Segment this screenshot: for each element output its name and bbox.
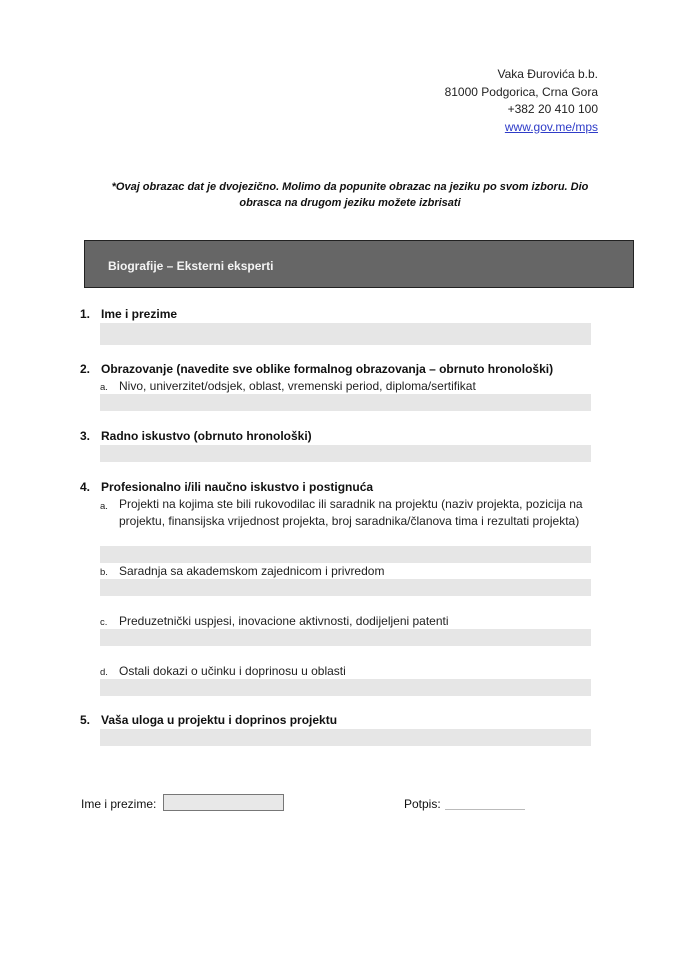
- section-title: Profesionalno i/ili naučno iskustvo i postignuća: [101, 480, 374, 494]
- section-number: 2.: [80, 362, 91, 376]
- field-preduzetnicki-uspjesi[interactable]: [100, 629, 591, 646]
- section-number: 3.: [80, 429, 91, 443]
- section-number: 5.: [80, 713, 91, 727]
- section-4c-label: [100, 613, 595, 630]
- section-2a-label: [100, 378, 595, 395]
- section-number: 4.: [80, 480, 91, 494]
- field-obrazovanje[interactable]: [100, 394, 591, 411]
- signature-label: Potpis:: [404, 797, 441, 811]
- section-3-heading: [80, 429, 312, 443]
- section-4b-label: [100, 563, 595, 580]
- section-number: 1.: [80, 307, 91, 321]
- section-2-heading: [80, 362, 553, 376]
- field-ime-prezime[interactable]: [100, 323, 591, 345]
- section-5-heading: [80, 713, 337, 727]
- form-title: Biografije – Eksterni eksperti: [108, 259, 274, 273]
- address-city: 81000 Podgorica, Crna Gora: [444, 84, 598, 99]
- item-letter: a.: [100, 382, 108, 393]
- website-link[interactable]: www.gov.me/mps: [504, 119, 598, 134]
- field-radno-iskustvo[interactable]: [100, 445, 591, 462]
- item-text: Preduzetnički uspjesi, inovacione aktivnosti, dodijeljeni patenti: [119, 614, 449, 628]
- item-text: Nivo, univerzitet/odsjek, oblast, vremenski period, diploma/sertifikat: [119, 379, 476, 393]
- signature-line[interactable]: [445, 809, 525, 810]
- section-4d-label: [100, 663, 595, 680]
- name-label: Ime i prezime:: [81, 797, 157, 811]
- field-saradnja[interactable]: [100, 579, 591, 596]
- name-input[interactable]: [163, 794, 284, 811]
- item-letter: a.: [100, 501, 108, 512]
- field-projekti[interactable]: [100, 546, 591, 563]
- section-title: Obrazovanje (navedite sve oblike formalnog obrazovanja – obrnuto hronološki): [101, 362, 554, 376]
- item-letter: b.: [100, 567, 108, 578]
- section-4a-label: [100, 496, 595, 530]
- item-letter: d.: [100, 667, 108, 678]
- bilingual-notice: *Ovaj obrazac dat je dvojezično. Molimo da popunite obrazac na jeziku po svom izboru. Dio obrasca na drugom jeziku možete izbrisati: [111, 181, 589, 209]
- item-letter: c.: [100, 617, 108, 628]
- section-title: Radno iskustvo (obrnuto hronološki): [101, 429, 312, 443]
- section-title: Ime i prezime: [101, 307, 178, 321]
- section-1-heading: [80, 307, 177, 321]
- section-title: Vaša uloga u projektu i doprinos projektu: [101, 713, 338, 727]
- address-street: Vaka Đurovića b.b.: [497, 67, 598, 81]
- item-text: Saradnja sa akademskom zajednicom i privredom: [119, 564, 385, 578]
- field-ostali-dokazi[interactable]: [100, 679, 591, 696]
- address-block: [445, 66, 598, 136]
- phone-number: +382 20 410 100: [507, 102, 598, 116]
- form-title-banner: [84, 240, 634, 288]
- item-text: Projekti na kojima ste bili rukovodilac ili saradnik na projektu (naziv projekta, pozicija na projektu, finansijska vrijednost projekta, broj saradnika/članova tima i rezultati projekta): [119, 497, 583, 528]
- section-4-heading: [80, 480, 373, 494]
- item-text: Ostali dokazi o učinku i doprinosu u oblasti: [119, 664, 346, 678]
- field-uloga-u-projektu[interactable]: [100, 729, 591, 746]
